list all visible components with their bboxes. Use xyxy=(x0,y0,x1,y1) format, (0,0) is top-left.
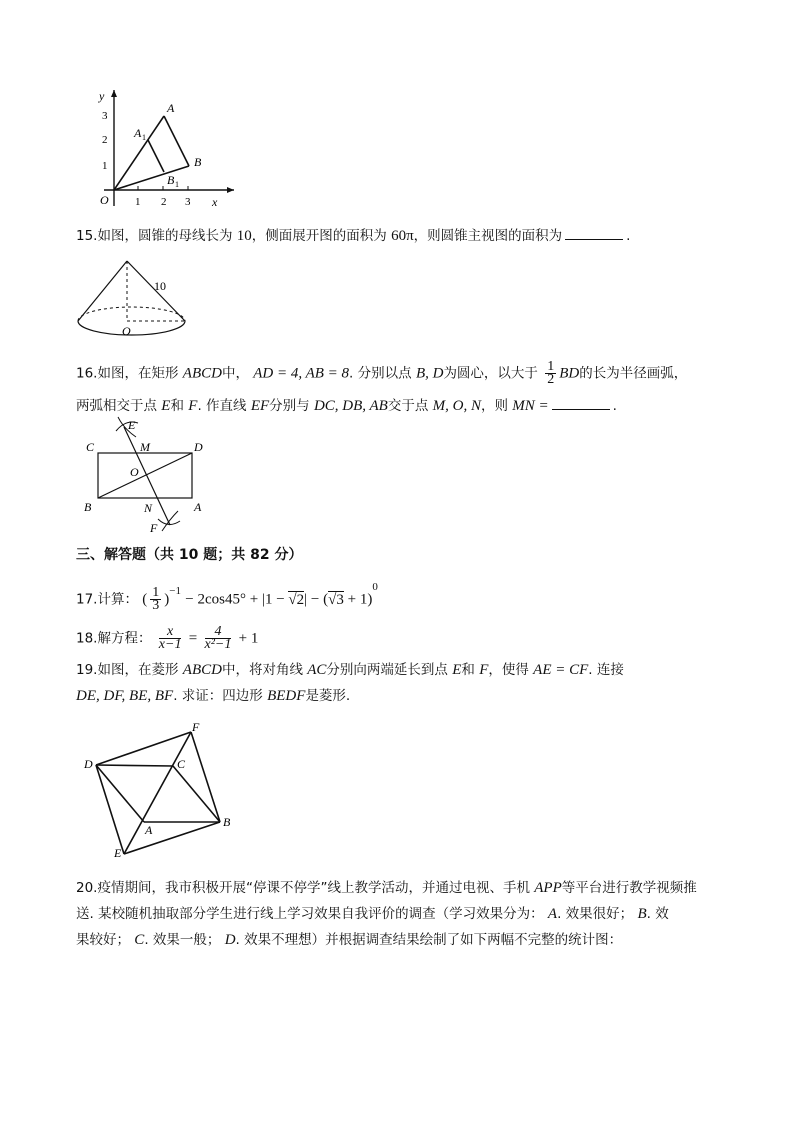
point-label-A1: A xyxy=(134,126,142,140)
q18-plus: + 1 xyxy=(238,630,259,647)
question-17: 17.计算： ( $\frac{1}{3}$ )$^{-1} - 2\cos 45^\circ + |1 - √2| - (√3 + 1)^0$ xyxy=(76,581,378,613)
q16-frac-den: 2 xyxy=(547,372,555,387)
q17-label: 17.计算： xyxy=(76,591,138,608)
q16-text-e: 的长为半径画弧， xyxy=(579,365,688,382)
q20-b-text: . 效 xyxy=(646,906,669,922)
q16-frac-num: 1 xyxy=(547,359,555,374)
cone-slant-label: 10 xyxy=(154,279,166,293)
q17-frac-num: 1 xyxy=(152,585,160,600)
origin-label: O xyxy=(100,193,109,207)
question-19-line-1 xyxy=(76,660,624,680)
q19-text-c: 分别向两端延长到点 xyxy=(326,662,448,678)
point-label-A1-sub: 1 xyxy=(142,133,146,142)
q16-points: B, D xyxy=(415,365,444,382)
x-axis-label: x xyxy=(212,195,218,209)
rhombus-label-E: E xyxy=(114,846,122,860)
q19-line2-a: . 求证：四边形 xyxy=(173,688,263,704)
section-heading: 三、解答题（共 10 题；共 82 分） xyxy=(76,547,303,563)
question-20-line-1 xyxy=(76,878,697,898)
cone-figure xyxy=(72,257,196,339)
rhombus-label-B: B xyxy=(223,815,231,829)
q16-eq: AD = 4, AB = 8 xyxy=(253,365,350,382)
q19-text-a: 如图，在菱形 xyxy=(97,662,179,678)
q20-c: C xyxy=(134,932,145,948)
q17-rest-c: + 1) xyxy=(343,591,373,608)
q16-number: 16. xyxy=(76,365,98,382)
q19-segs: DE, DF, BE, BF xyxy=(76,688,174,704)
q17-rest-b: | − ( xyxy=(304,591,329,608)
q16-e: E xyxy=(161,398,171,414)
q16-text-c: . 分别以点 xyxy=(349,365,412,382)
q16-f: F xyxy=(188,398,198,414)
q16-line2-b: . 作直线 xyxy=(197,398,247,414)
q19-line2-b: 是菱形. xyxy=(305,688,351,704)
q15-answer-blank xyxy=(565,225,623,240)
q17-exp0: 0 xyxy=(372,581,378,593)
q17-rest-a: − 2cos45° + |1 − xyxy=(185,591,289,608)
q20-d: D xyxy=(224,932,236,948)
q20-line2-a: 送. 某校随机抽取部分学生进行线上学习效果自我评价的调查（学习效果分为： xyxy=(76,906,544,922)
q18-left-fraction xyxy=(159,626,182,651)
rhombus-label-C: C xyxy=(177,757,186,771)
q19-and: 和 xyxy=(461,662,475,678)
q20-line1-b: 等平台进行教学视频推 xyxy=(561,880,697,896)
q19-cond: AE = CF xyxy=(533,662,589,678)
question-20-line-3 xyxy=(76,930,622,950)
y-tick-2: 2 xyxy=(102,134,108,146)
q17-sqrt2-val: 2 xyxy=(296,591,305,608)
q15-length: 10 xyxy=(236,228,252,244)
q16-mon: M, O, N xyxy=(432,398,481,414)
q16-answer-blank xyxy=(552,395,610,410)
q15-text-c: ，则圆锥主视图的面积为 xyxy=(413,228,563,244)
x-tick-3: 3 xyxy=(185,196,191,208)
y-tick-1: 1 xyxy=(102,160,108,172)
x-tick-2: 2 xyxy=(161,196,167,208)
q16-line2-e: ，则 xyxy=(480,398,508,414)
rect-label-B: B xyxy=(84,500,92,514)
q15-end: . xyxy=(626,228,631,244)
q19-text-b: 中，将对角线 xyxy=(221,662,303,678)
q16-line2-d: 交于点 xyxy=(387,398,429,414)
q18-l-den: x−1 xyxy=(158,637,182,652)
coordinate-figure xyxy=(94,86,244,216)
q15-text-a: 如图，圆锥的母线长为 xyxy=(97,228,233,244)
rhombus-figure xyxy=(82,720,242,862)
x-tick-1: 1 xyxy=(135,196,141,208)
rectangle-figure xyxy=(82,415,212,537)
q17-sqrt3-val: 3 xyxy=(336,591,344,608)
rect-label-A: A xyxy=(194,500,202,514)
q19-number: 19. xyxy=(76,662,98,678)
rhombus-label-A: A xyxy=(145,823,153,837)
q19-ac: AC xyxy=(307,662,327,678)
q16-segs: DC, DB, AB xyxy=(313,398,388,414)
rect-label-O: O xyxy=(130,465,139,479)
q20-d-text: . 效果不理想）并根据调查结果绘制了如下两幅不完整的统计图： xyxy=(235,932,623,948)
q17-exp: −1 xyxy=(169,585,181,597)
q17-frac-den: 3 xyxy=(152,598,160,613)
q16-text-d: 为圆心，以大于 xyxy=(443,365,538,382)
cone-center-label: O xyxy=(122,324,131,338)
q15-text-b: ，侧面展开图的面积为 xyxy=(251,228,387,244)
q19-bedf: BEDF xyxy=(267,688,306,704)
q19-text-e: . 连接 xyxy=(588,662,624,678)
q16-bd: BD xyxy=(559,365,580,382)
rhombus-label-D: D xyxy=(84,757,93,771)
rect-label-N: N xyxy=(144,501,153,515)
rect-label-E: E xyxy=(128,418,136,432)
q16-ef: EF xyxy=(250,398,270,414)
rhombus-label-F: F xyxy=(192,720,200,734)
question-19-line-2 xyxy=(76,686,350,706)
q18-r-num: 4 xyxy=(205,626,232,639)
q15-area: 60π xyxy=(391,228,414,244)
q16-text-b: 中， xyxy=(221,365,249,382)
question-16-line-2 xyxy=(76,395,617,416)
q18-eq: = xyxy=(188,630,198,647)
q20-line3-a: 果较好； xyxy=(76,932,130,948)
q16-text-a: 如图，在矩形 xyxy=(97,365,179,382)
q19-f: F xyxy=(479,662,489,678)
question-15 xyxy=(76,225,630,246)
q16-half-fraction xyxy=(545,361,556,386)
q18-l-num: x xyxy=(159,626,182,639)
rect-label-D: D xyxy=(194,440,203,454)
q20-a: A xyxy=(547,906,558,922)
q17-fraction xyxy=(150,587,161,612)
point-label-B1: B xyxy=(167,173,175,187)
q16-line2-c: 分别与 xyxy=(269,398,310,414)
rect-label-C: C xyxy=(86,440,95,454)
point-label-B1-sub: 1 xyxy=(175,180,179,189)
q19-rh: ABCD xyxy=(182,662,222,678)
rect-label-F: F xyxy=(150,521,158,535)
q20-app: APP xyxy=(534,880,562,896)
q16-mn: MN = xyxy=(512,398,549,414)
q20-a-text: . 效果很好； xyxy=(557,906,634,922)
q18-label: 18.解方程： xyxy=(76,630,152,647)
point-label-A: A xyxy=(167,101,175,115)
question-18 xyxy=(76,626,258,651)
q20-b: B xyxy=(637,906,647,922)
y-tick-3: 3 xyxy=(102,110,108,122)
q20-line1-a: 20.疫情期间，我市积极开展“停课不停学”线上教学活动，并通过电视、手机 xyxy=(76,880,530,896)
question-20-line-2 xyxy=(76,904,669,924)
q20-c-text: . 效果一般； xyxy=(144,932,221,948)
question-16-line-1 xyxy=(76,361,687,386)
q19-e: E xyxy=(452,662,462,678)
q16-end: . xyxy=(612,398,617,414)
y-axis-label: y xyxy=(99,89,105,103)
rect-label-M: M xyxy=(140,440,150,454)
q16-line2-a: 两弧相交于点 xyxy=(76,398,157,414)
q16-rect: ABCD xyxy=(182,365,222,382)
q15-number: 15. xyxy=(76,228,98,244)
q18-right-fraction xyxy=(205,626,232,651)
q17-sqrt2: √2 xyxy=(288,591,305,608)
q19-text-d: ，使得 xyxy=(488,662,529,678)
q16-and: 和 xyxy=(170,398,184,414)
q18-r-den: x²−1 xyxy=(204,637,232,652)
q17-sqrt3: √3 xyxy=(328,591,344,608)
point-label-B: B xyxy=(194,155,202,169)
